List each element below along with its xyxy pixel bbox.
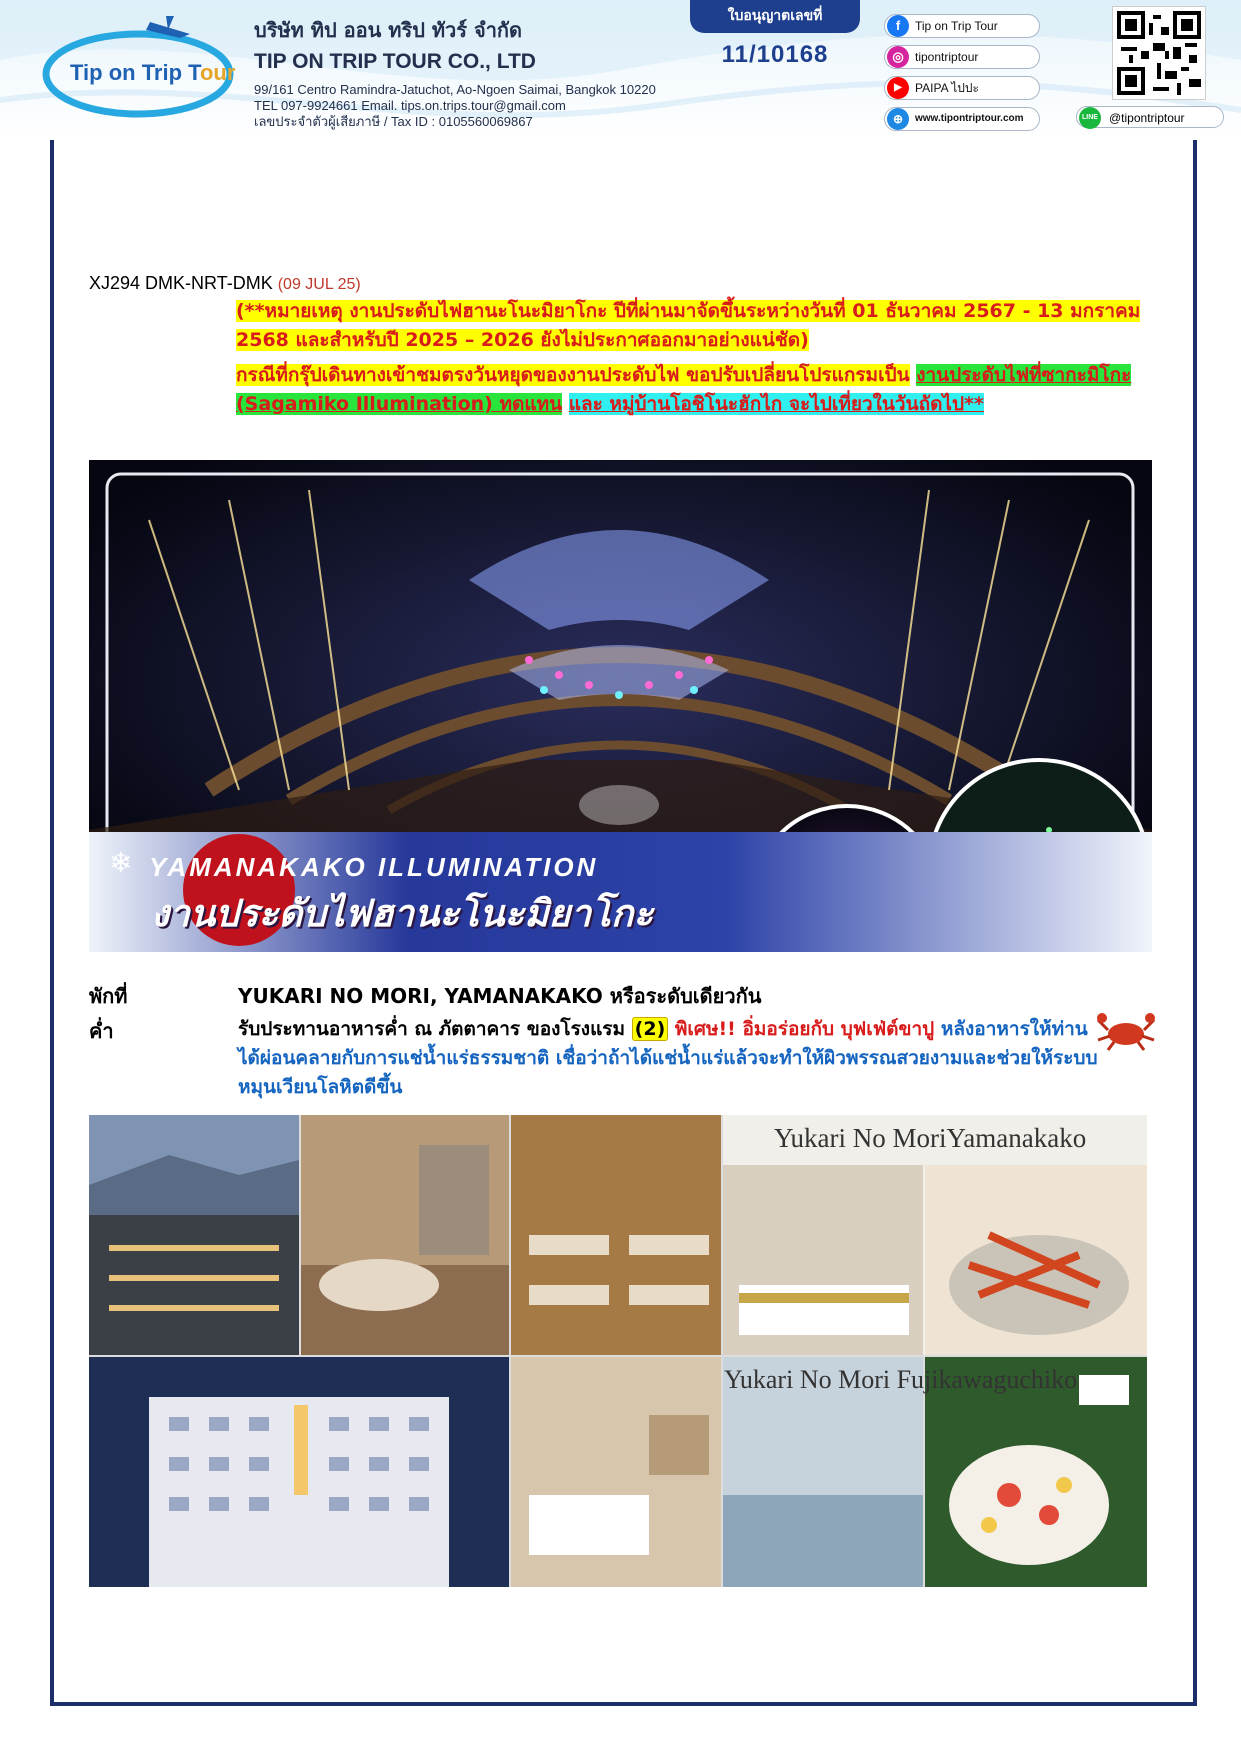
banner-title-english: YAMANAKAKO ILLUMINATION bbox=[149, 852, 599, 882]
flight-code: XJ294 DMK-NRT-DMK bbox=[89, 273, 273, 293]
qr-code bbox=[1112, 6, 1206, 100]
meal-count: (2) bbox=[632, 1017, 669, 1041]
social-facebook-label: Tip on Trip Tour bbox=[915, 19, 998, 33]
illumination-banner-image bbox=[89, 460, 1152, 952]
onsen-description: หลังอาหารให้ท่านได้ผ่อนคลายกับการแช่น้ำแร่ธรรมชาติ เชื่อว่าถ้าได้แช่น้ำแร่แล้วจะทำให้ผิวพรรณสวยงามและช่วยให้ระบบหมุนเวียนโลหิตดีขึ้น bbox=[238, 1018, 1098, 1098]
flight-date: (09 JUL 25) bbox=[277, 276, 361, 293]
company-tax-id: เลขประจำตัวผู้เสียภาษี / Tax ID : 0105560069867 bbox=[254, 114, 533, 129]
social-instagram-label: tipontriptour bbox=[915, 50, 979, 64]
company-name-english: TIP ON TRIP TOUR CO., LTD bbox=[254, 50, 536, 73]
company-contact: TEL 097-9924661 Email. tips.on.trips.tour@gmail.com bbox=[254, 98, 566, 113]
social-instagram[interactable] bbox=[884, 45, 1040, 69]
social-line-label: @tipontriptour bbox=[1109, 111, 1185, 125]
note-oshino: และ หมู่บ้านโอชิโนะฮักไก จะไปเที่ยวในวันถัดไป** bbox=[568, 393, 984, 415]
instagram-icon: ◎ bbox=[887, 46, 909, 68]
license-number: 11/10168 bbox=[721, 41, 829, 68]
banner-title-thai: งานประดับไฟฮานะโนะมิยาโกะ bbox=[151, 892, 654, 935]
social-line[interactable] bbox=[1076, 106, 1224, 128]
dinner-description bbox=[238, 1015, 1098, 1102]
company-logo bbox=[40, 12, 235, 124]
company-info bbox=[254, 14, 656, 130]
page-header bbox=[0, 0, 1241, 140]
social-website[interactable] bbox=[884, 107, 1040, 131]
flight-info bbox=[89, 273, 361, 294]
social-website-label: www.tipontriptour.com bbox=[915, 113, 1024, 124]
caption-yukari-fujikawaguchiko: Yukari No Mori Fujikawaguchiko bbox=[724, 1365, 1078, 1394]
svg-text:❄: ❄ bbox=[109, 846, 133, 879]
dinner-label: ค่ำ bbox=[89, 1019, 114, 1043]
note-sagamiko: งานประดับไฟที่ซากะมิโกะ (Sagamiko Illumination) ทดแทน bbox=[236, 364, 1132, 415]
crab-icon bbox=[1096, 1010, 1156, 1052]
license-box bbox=[690, 0, 860, 69]
line-icon: LINE bbox=[1079, 107, 1101, 129]
note-program-change-intro: กรณีที่กรุ๊ปเดินทางเข้าชมตรงวันหยุดของงานประดับไฟ ขอปรับเปลี่ยนโปรแกรมเป็น bbox=[236, 364, 910, 386]
social-links bbox=[884, 14, 1040, 138]
note-illumination-dates: (**หมายเหตุ งานประดับไฟฮานะโนะมิยาโกะ ปีที่ผ่านมาจัดขึ้นระหว่างวันที่ 01 ธันวาคม 2567 - 13 มกราคม 2568 และสำหรับปี 2025 – 2026 ยังไม่ประกาศออกมาอย่างแน่ชัด) bbox=[236, 300, 1141, 351]
stay-hotel: YUKARI NO MORI, YAMANAKAKO หรือระดับเดียวกัน bbox=[238, 984, 762, 1008]
dinner-special: พิเศษ!! อิ่มอร่อยกับ บุฟเฟ่ต์ขาปู bbox=[674, 1018, 935, 1040]
hotel-photos bbox=[89, 1115, 1147, 1587]
hotel-collage-image bbox=[89, 1115, 1147, 1587]
stay-label: พักที่ bbox=[89, 984, 128, 1008]
facebook-icon: f bbox=[887, 15, 909, 37]
dinner-text: รับประทานอาหารค่ำ ณ ภัตตาคาร ของโรงแรม bbox=[238, 1018, 626, 1040]
social-facebook[interactable] bbox=[884, 14, 1040, 38]
social-youtube[interactable] bbox=[884, 76, 1040, 100]
company-address: 99/161 Centro Ramindra-Jatuchot, Ao-Ngoen Saimai, Bangkok 10220 bbox=[254, 82, 656, 97]
social-youtube-label: PAIPA ไปปะ bbox=[915, 81, 979, 95]
note-program-change bbox=[236, 361, 1154, 419]
caption-yukari-yamanakako: Yukari No MoriYamanakako bbox=[774, 1123, 1087, 1153]
company-name-thai: บริษัท ทิป ออน ทริป ทัวร์ จำกัด bbox=[254, 18, 523, 42]
logo-text: Tip on Trip Tour bbox=[70, 60, 236, 85]
license-label: ใบอนุญาตเลขที่ bbox=[690, 0, 860, 33]
youtube-icon: ▶ bbox=[887, 77, 909, 99]
web-icon: ⊕ bbox=[887, 108, 909, 130]
